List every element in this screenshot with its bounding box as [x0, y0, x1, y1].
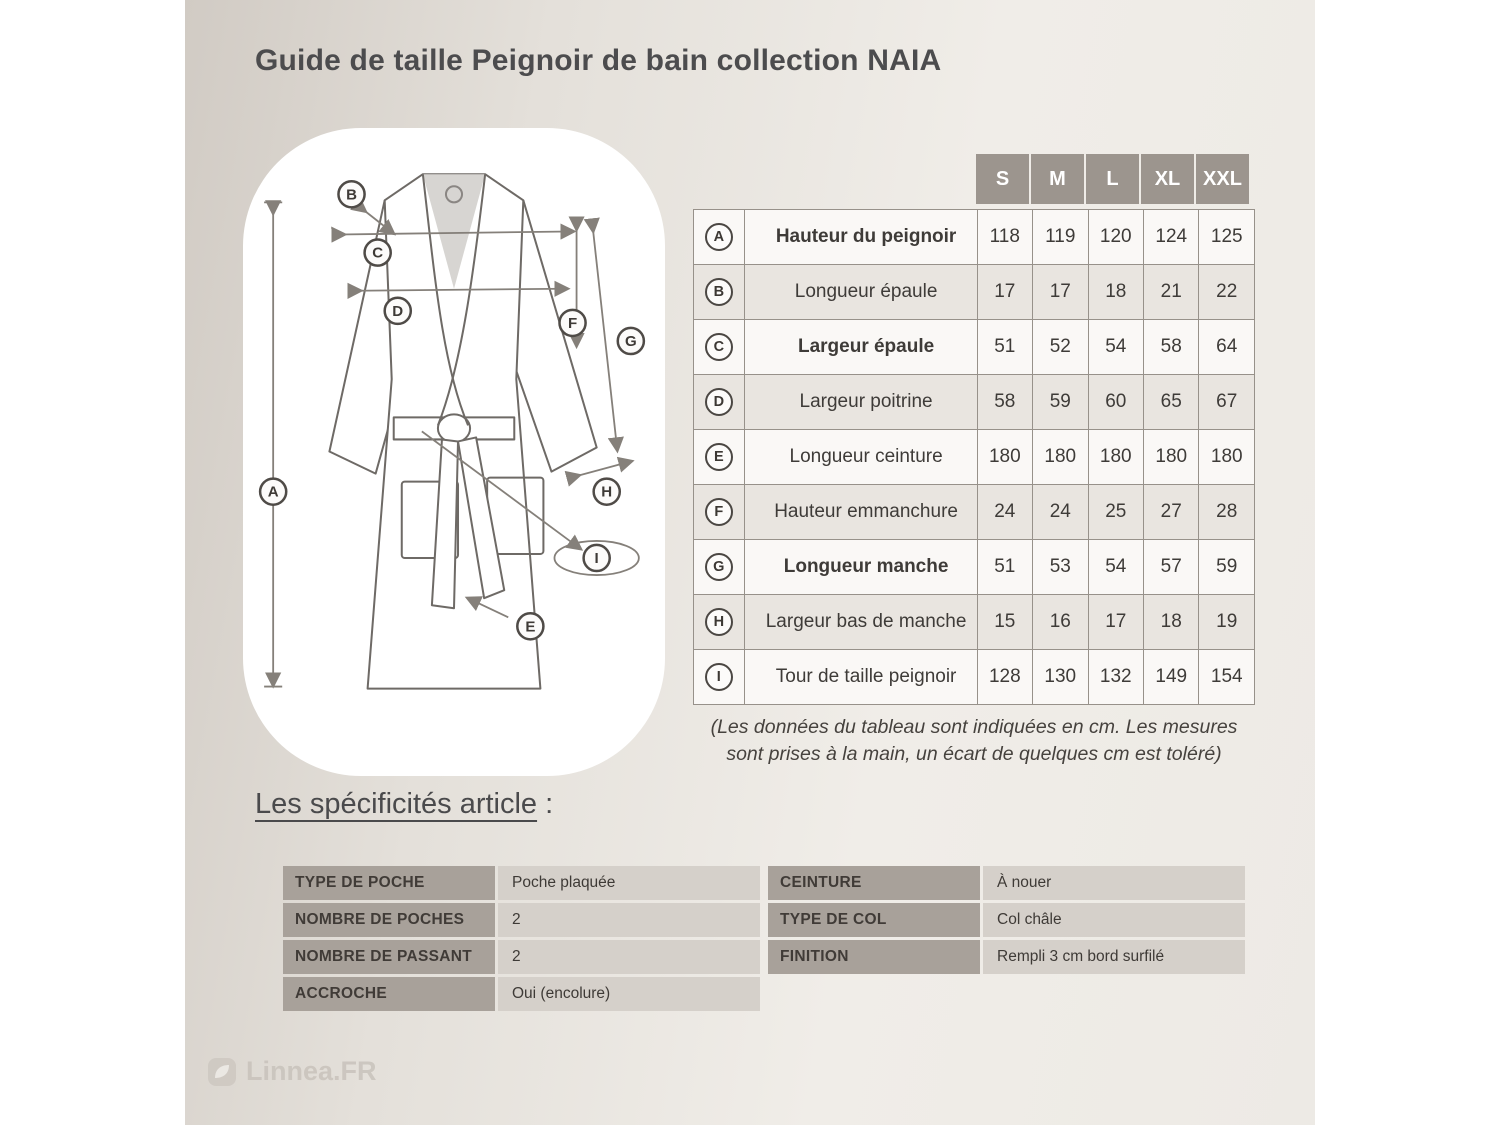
- specs-table-left: [283, 866, 760, 1011]
- size-value: 17: [1033, 265, 1088, 320]
- table-row: [694, 375, 1255, 430]
- letter-badge: G: [705, 553, 733, 581]
- table-row: [694, 430, 1255, 485]
- diagram-marker-H: [594, 479, 620, 505]
- size-value: 130: [1033, 650, 1088, 705]
- robe-diagram-card: [243, 128, 665, 776]
- diagram-marker-F: [559, 310, 585, 336]
- size-value: 59: [1033, 375, 1088, 430]
- row-label: Largeur poitrine: [744, 375, 977, 430]
- letter-badge: E: [705, 443, 733, 471]
- size-value: 17: [1088, 595, 1143, 650]
- size-value: 58: [1144, 320, 1199, 375]
- size-value: 25: [1088, 485, 1143, 540]
- size-value: 180: [1088, 430, 1143, 485]
- diagram-marker-G: [618, 328, 644, 354]
- size-value: 120: [1088, 210, 1143, 265]
- letter-badge: A: [705, 223, 733, 251]
- spec-label: CEINTURE: [768, 866, 980, 900]
- size-value: 52: [1033, 320, 1088, 375]
- size-value: 17: [977, 265, 1032, 320]
- svg-text:H: H: [601, 483, 613, 501]
- row-label: Largeur épaule: [744, 320, 977, 375]
- row-label: Tour de taille peignoir: [744, 650, 977, 705]
- letter-badge: B: [705, 278, 733, 306]
- size-value: 119: [1033, 210, 1088, 265]
- table-row: [694, 485, 1255, 540]
- spec-value: 2: [498, 903, 760, 937]
- row-label: Hauteur emmanchure: [744, 485, 977, 540]
- page-title: Guide de taille Peignoir de bain collection NAIA: [255, 44, 942, 77]
- size-value: 58: [977, 375, 1032, 430]
- size-value: 149: [1144, 650, 1199, 705]
- spec-label: TYPE DE COL: [768, 903, 980, 937]
- table-row: [694, 265, 1255, 320]
- letter-badge: F: [705, 498, 733, 526]
- table-row: [694, 595, 1255, 650]
- size-value: 21: [1144, 265, 1199, 320]
- spec-value: Rempli 3 cm bord surfilé: [983, 940, 1245, 974]
- size-value: 65: [1144, 375, 1199, 430]
- size-value: 118: [977, 210, 1032, 265]
- spec-value: Poche plaquée: [498, 866, 760, 900]
- size-value: 27: [1144, 485, 1199, 540]
- svg-text:F: F: [567, 314, 578, 332]
- table-note-line2: sont prises à la main, un écart de quelques cm est toléré): [726, 743, 1222, 766]
- size-value: 54: [1088, 540, 1143, 595]
- size-value: 67: [1199, 375, 1255, 430]
- spec-label: TYPE DE POCHE: [283, 866, 495, 900]
- brand-watermark-text: Linnea.FR: [246, 1056, 377, 1086]
- table-row: [694, 540, 1255, 595]
- size-value: 180: [1144, 430, 1199, 485]
- size-table: [693, 154, 1255, 705]
- diagram-marker-B: [338, 181, 364, 207]
- size-value: 22: [1199, 265, 1255, 320]
- size-value: 64: [1199, 320, 1255, 375]
- size-column-xl: XL: [1141, 154, 1194, 204]
- size-value: 59: [1199, 540, 1255, 595]
- row-label: Longueur épaule: [744, 265, 977, 320]
- size-table-body: [693, 209, 1255, 705]
- size-value: 180: [977, 430, 1032, 485]
- size-value: 53: [1033, 540, 1088, 595]
- spec-label: ACCROCHE: [283, 977, 495, 1011]
- svg-text:C: C: [372, 244, 384, 262]
- specs-table-right: [768, 866, 1245, 974]
- background-panel: [185, 0, 1315, 1125]
- diagram-marker-E: [517, 613, 543, 639]
- size-value: 125: [1199, 210, 1255, 265]
- table-row: [694, 320, 1255, 375]
- size-column-xxl: XXL: [1196, 154, 1249, 204]
- spec-value: 2: [498, 940, 760, 974]
- svg-text:A: A: [267, 483, 279, 501]
- diagram-marker-A: [260, 479, 286, 505]
- letter-badge: D: [705, 388, 733, 416]
- size-value: 28: [1199, 485, 1255, 540]
- diagram-marker-C: [365, 240, 391, 266]
- size-value: 57: [1144, 540, 1199, 595]
- size-value: 124: [1144, 210, 1199, 265]
- row-label: Hauteur du peignoir: [744, 210, 977, 265]
- size-column-l: L: [1086, 154, 1139, 204]
- size-column-m: M: [1031, 154, 1084, 204]
- row-label: Longueur manche: [744, 540, 977, 595]
- brand-logo-icon: [207, 1057, 237, 1087]
- size-value: 19: [1199, 595, 1255, 650]
- spec-label: FINITION: [768, 940, 980, 974]
- spec-value: Oui (encolure): [498, 977, 760, 1011]
- size-value: 15: [977, 595, 1032, 650]
- row-label: Longueur ceinture: [744, 430, 977, 485]
- spec-label: NOMBRE DE POCHES: [283, 903, 495, 937]
- table-row: [694, 650, 1255, 705]
- specs-heading-text: Les spécificités article: [255, 788, 538, 820]
- size-value: 16: [1033, 595, 1088, 650]
- size-value: 60: [1088, 375, 1143, 430]
- size-column-s: S: [976, 154, 1029, 204]
- spec-value: Col châle: [983, 903, 1245, 937]
- size-table-header: [976, 154, 1255, 204]
- size-value: 180: [1033, 430, 1088, 485]
- size-value: 51: [977, 320, 1032, 375]
- diagram-marker-I: [584, 545, 610, 571]
- specs-heading: [255, 788, 553, 821]
- svg-text:E: E: [525, 618, 536, 636]
- svg-text:G: G: [624, 333, 637, 351]
- size-value: 24: [977, 485, 1032, 540]
- size-value: 54: [1088, 320, 1143, 375]
- spec-label: NOMBRE DE PASSANT: [283, 940, 495, 974]
- svg-text:B: B: [346, 186, 357, 204]
- letter-badge: H: [705, 608, 733, 636]
- brand-watermark: [207, 1056, 377, 1087]
- robe-diagram: [243, 128, 665, 776]
- row-label: Largeur bas de manche: [744, 595, 977, 650]
- table-note-line1: (Les données du tableau sont indiquées en cm. Les mesures: [710, 716, 1238, 738]
- specs-heading-colon: :: [537, 788, 554, 820]
- size-value: 154: [1199, 650, 1255, 705]
- size-value: 132: [1088, 650, 1143, 705]
- table-row: [694, 210, 1255, 265]
- svg-text:D: D: [392, 302, 404, 320]
- size-value: 18: [1144, 595, 1199, 650]
- size-value: 18: [1088, 265, 1143, 320]
- table-note: [691, 714, 1257, 769]
- size-value: 128: [977, 650, 1032, 705]
- size-value: 180: [1199, 430, 1255, 485]
- letter-badge: C: [705, 333, 733, 361]
- spec-value: À nouer: [983, 866, 1245, 900]
- letter-badge: I: [705, 663, 733, 691]
- size-value: 24: [1033, 485, 1088, 540]
- diagram-marker-D: [385, 298, 411, 324]
- size-value: 51: [977, 540, 1032, 595]
- svg-text:I: I: [594, 550, 599, 568]
